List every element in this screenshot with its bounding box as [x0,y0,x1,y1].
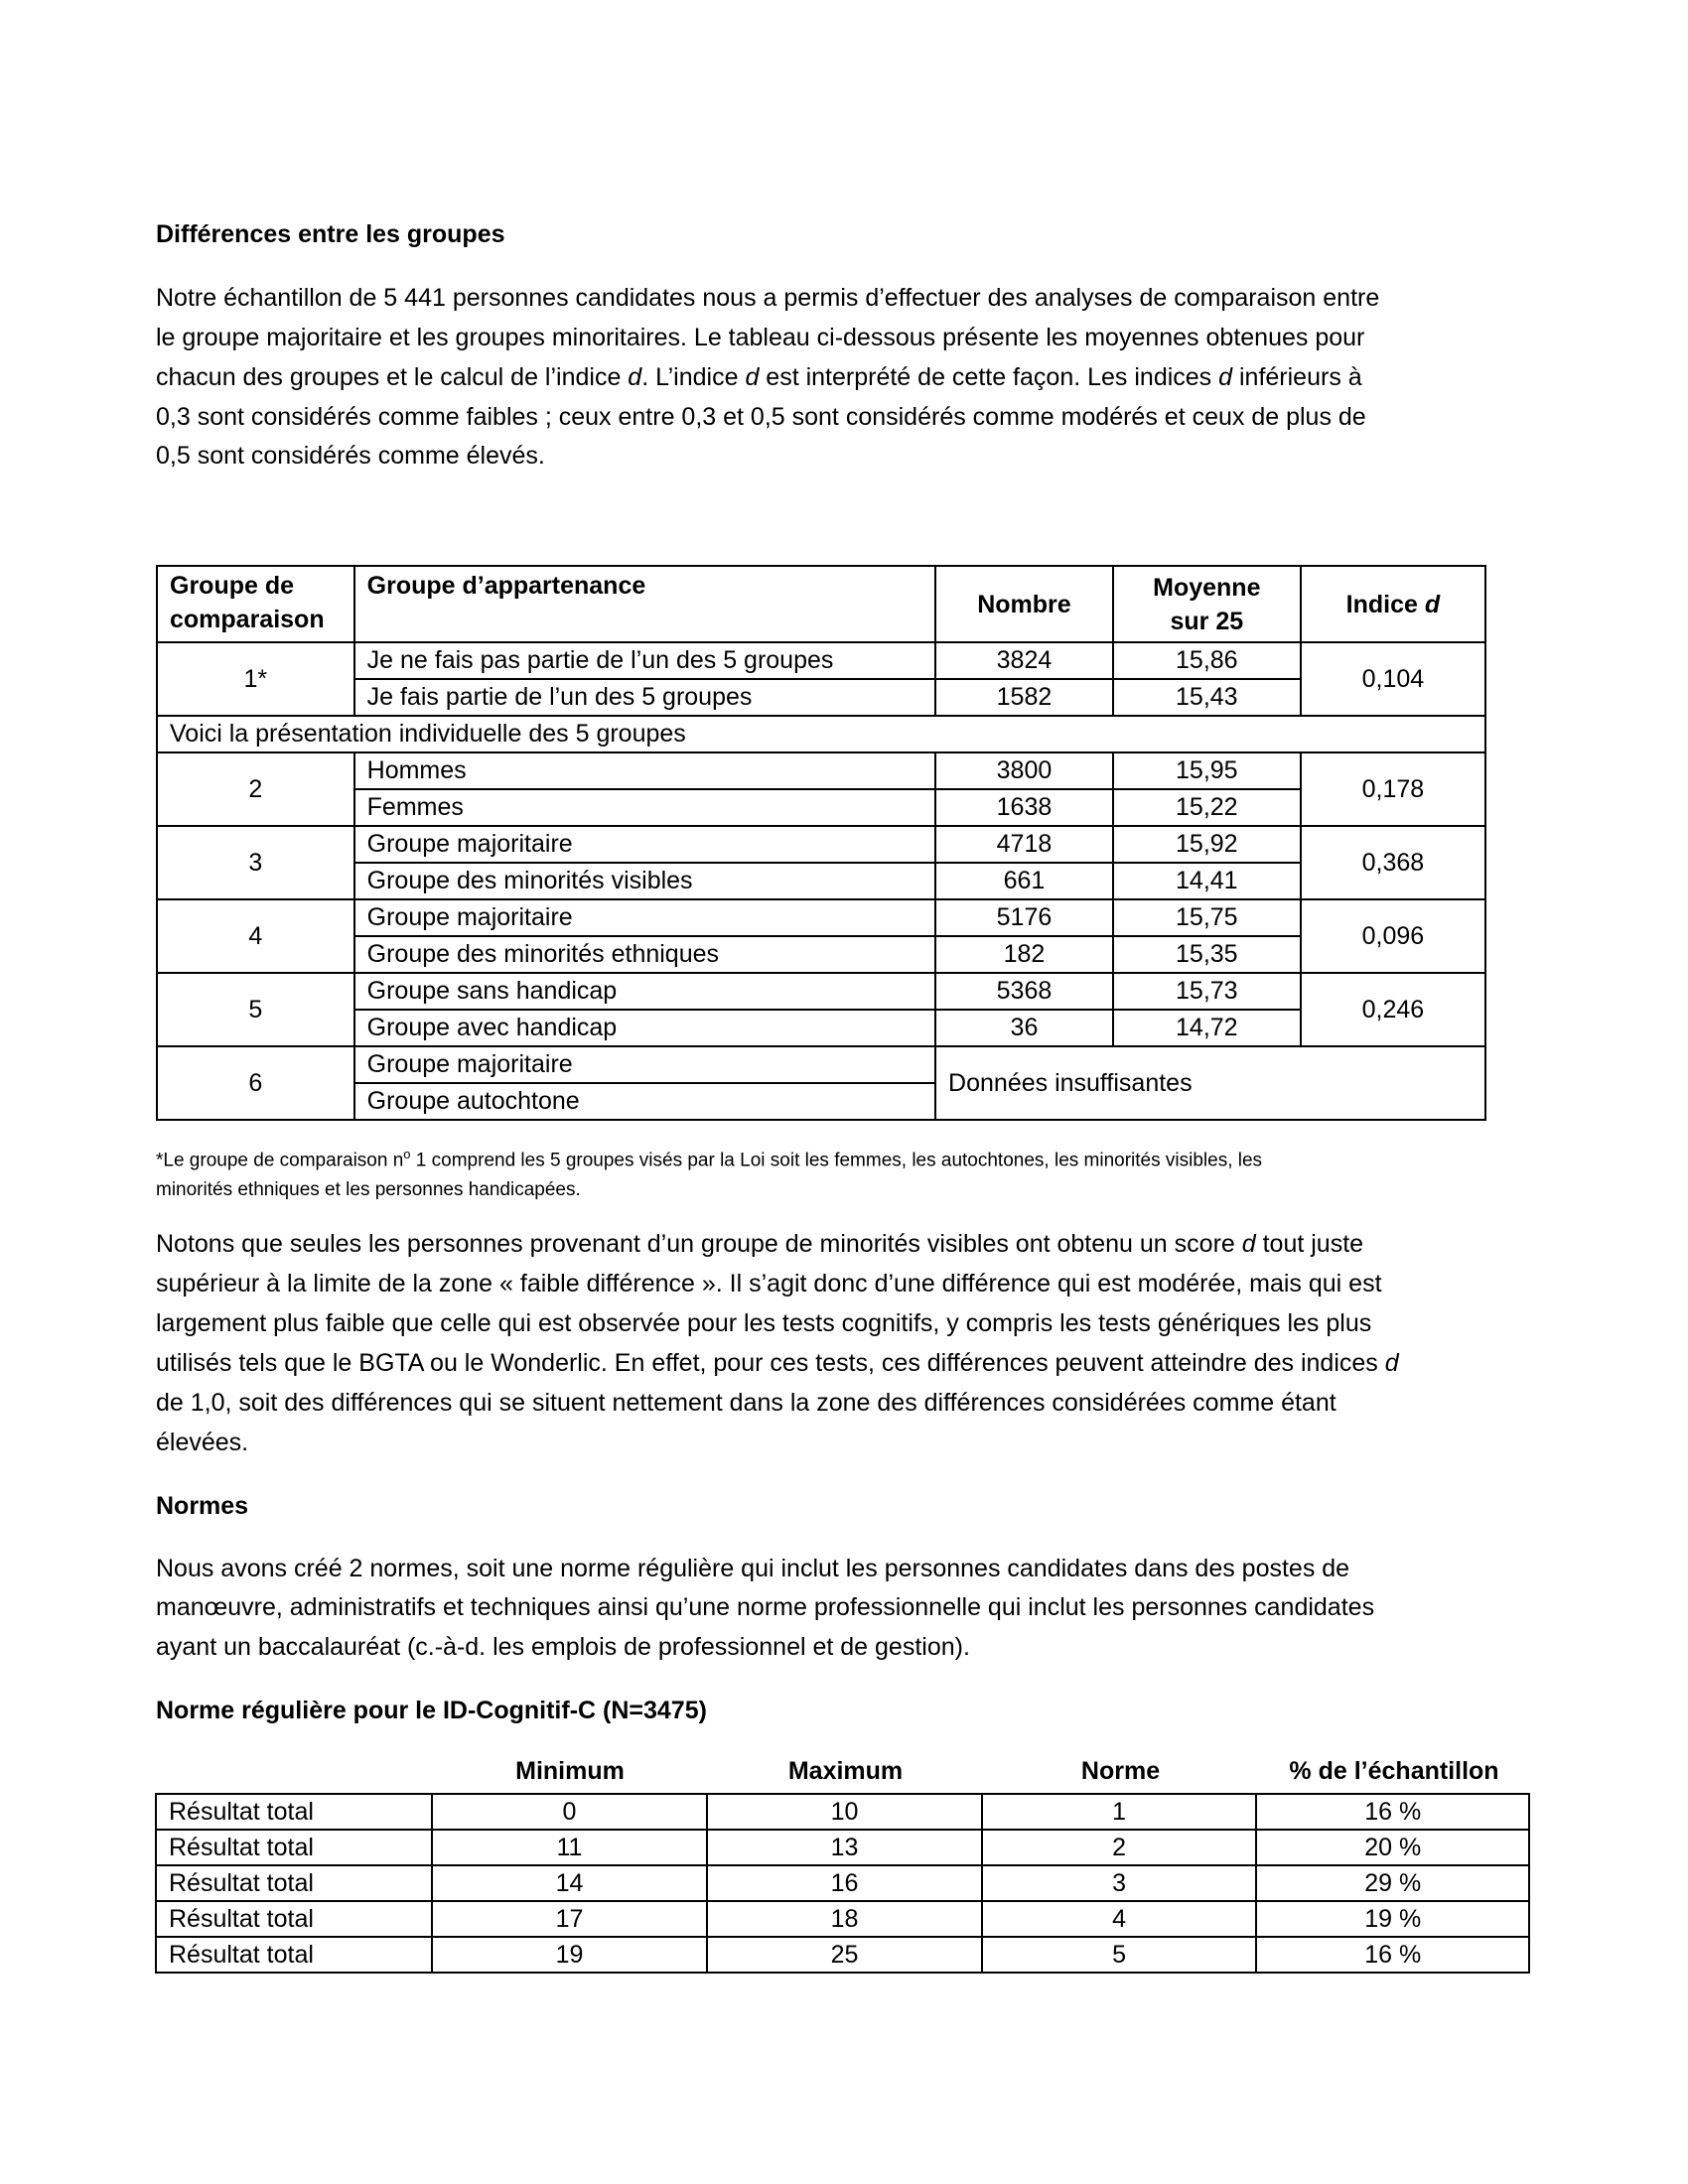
mean-value: 15,43 [1113,679,1301,716]
row-label: Résultat total [156,1937,432,1973]
intro-line: 0,3 sont considérés comme faibles ; ceux entre 0,3 et 0,5 sont considérés comme modérés et ceux de plus de [156,403,1366,431]
count-value: 36 [935,1010,1113,1046]
text-run: *Le groupe de comparaison n [156,1150,404,1171]
separator-text: Voici la présentation individuelle des 5 groupes [157,716,1485,752]
text-run: inférieurs à [1232,363,1362,391]
comparison-group-number: 5 [157,973,354,1046]
table-row [156,1830,1529,1865]
table-row [156,1901,1529,1937]
mean-value: 14,41 [1113,863,1301,899]
table-row [157,752,1485,789]
minimum-value: 0 [432,1794,708,1830]
header-text: comparaison [170,606,325,633]
table-row [157,1010,1485,1046]
maximum-value: 16 [707,1865,982,1901]
norm-value: 3 [982,1865,1257,1901]
count-value: 1638 [935,789,1113,826]
maximum-value: 18 [707,1901,982,1937]
membership-label: Je fais partie de l’un des 5 groupes [354,679,935,716]
mean-value: 14,72 [1113,1010,1301,1046]
table-body [157,642,1485,1120]
membership-label: Groupe autochtone [354,1083,935,1120]
table-row [157,899,1485,936]
header-membership-group: Groupe d’appartenance [354,566,935,642]
membership-label: Je ne fais pas partie de l’un des 5 groupes [354,642,935,679]
table-row [157,936,1485,973]
text-run: utilisés tels que le BGTA ou le Wonderlic. En effet, pour ces tests, ces différences peuvent atteindre des indices [156,1349,1385,1377]
membership-label: Groupe majoritaire [354,826,935,863]
norm-table [155,1793,1530,1974]
section-heading-normes: Normes [156,1492,249,1520]
count-value: 1582 [935,679,1113,716]
maximum-value: 10 [707,1794,982,1830]
count-value: 3824 [935,642,1113,679]
sample-percent-value: 16 % [1256,1794,1529,1830]
norm-value: 2 [982,1830,1257,1865]
paragraph-line: largement plus faible que celle qui est observée pour les tests cognitifs, y compris les tests génériques les plus [156,1309,1372,1337]
group-comparison-table [156,565,1486,1121]
comparison-group-number: 6 [157,1046,354,1120]
text-run: chacun des groupes et le calcul de l’indice [156,363,629,391]
row-label: Résultat total [156,1865,432,1901]
header-text: sur 25 [1170,607,1244,635]
comparison-group-number: 3 [157,826,354,899]
header-sample-percent: % de l’échantillon [1289,1757,1499,1785]
membership-label: Femmes [354,789,935,826]
table-row [157,826,1485,863]
norm-table-header [156,1757,1530,1791]
italic-d: d [1384,1349,1399,1377]
membership-label: Groupe des minorités ethniques [354,936,935,973]
membership-label: Groupe des minorités visibles [354,863,935,899]
italic-d: d [628,363,642,391]
comparison-group-number: 4 [157,899,354,973]
superscript: o [403,1147,411,1161]
separator-row [157,716,1485,752]
membership-label: Groupe sans handicap [354,973,935,1010]
table-row [157,1046,1485,1083]
table-row [157,789,1485,826]
table-row [157,863,1485,899]
intro-line: Notre échantillon de 5 441 personnes candidates nous a permis d’effectuer des analyses de comparaison entre [156,284,1380,312]
maximum-value: 13 [707,1830,982,1865]
header-minimum: Minimum [515,1757,625,1785]
header-mean [1113,566,1301,642]
d-index-value: 0,096 [1301,899,1485,973]
text-run: Notons que seules les personnes provenant d’un groupe de minorités visibles ont obtenu un score [156,1230,1242,1258]
mean-value: 15,95 [1113,752,1301,789]
header-d-index [1301,566,1485,642]
intro-line [156,363,1362,392]
paragraph-line: ayant un baccalauréat (c.-à-d. les emplois de professionnel et de gestion). [156,1633,970,1661]
header-text: Groupe de [170,572,295,600]
mean-value: 15,73 [1113,973,1301,1010]
d-index-value: 0,104 [1301,642,1485,716]
footnote-line [156,1140,1506,1175]
header-count: Nombre [935,566,1113,642]
italic-d: d [1424,590,1441,618]
row-label: Résultat total [156,1901,432,1937]
minimum-value: 19 [432,1937,708,1973]
comparison-group-number: 2 [157,752,354,826]
sample-percent-value: 19 % [1256,1901,1529,1937]
table-row [156,1937,1529,1973]
table-row [156,1865,1529,1901]
paragraph-line: supérieur à la limite de la zone « faible différence ». Il s’agit donc d’une différence qui est modérée, mais qui est [156,1270,1382,1297]
header-norm: Norme [1080,1757,1161,1785]
header-text: Indice [1345,590,1425,618]
mean-value: 15,92 [1113,826,1301,863]
count-value: 5176 [935,899,1113,936]
italic-d: d [745,363,760,391]
minimum-value: 17 [432,1901,708,1937]
table-footnote [156,1140,1506,1205]
header-comparison-group [157,566,354,642]
mean-value: 15,22 [1113,789,1301,826]
intro-line: 0,5 sont considérés comme élevés. [156,442,545,470]
italic-d: d [1241,1230,1256,1258]
table-row [157,973,1485,1010]
sample-percent-value: 20 % [1256,1830,1529,1865]
italic-d: d [1218,363,1233,391]
footnote-line: minorités ethniques et les personnes handicapées. [156,1179,581,1201]
count-value: 3800 [935,752,1113,789]
text-run: tout juste [1255,1230,1364,1258]
paragraph-line [156,1230,1363,1259]
mean-value: 15,75 [1113,899,1301,936]
norm-value: 5 [982,1937,1257,1973]
minimum-value: 14 [432,1865,708,1901]
header-text: Moyenne [1153,573,1261,602]
table-row [157,679,1485,716]
text-run: 1 comprend les 5 groupes visés par la Loi soit les femmes, les autochtones, les minorités visibles, les [410,1150,1263,1171]
paragraph-line: Nous avons créé 2 normes, soit une norme régulière qui inclut les personnes candidates dans des postes de [156,1555,1350,1582]
mean-value: 15,35 [1113,936,1301,973]
section-heading-differences: Différences entre les groupes [156,220,505,248]
membership-label: Hommes [354,752,935,789]
count-value: 5368 [935,973,1113,1010]
membership-label: Groupe avec handicap [354,1010,935,1046]
insufficient-data-note: Données insuffisantes [935,1046,1485,1120]
count-value: 661 [935,863,1113,899]
sample-percent-value: 29 % [1256,1865,1529,1901]
sample-percent-value: 16 % [1256,1937,1529,1973]
minimum-value: 11 [432,1830,708,1865]
paragraph-line [156,1349,1399,1378]
maximum-value: 25 [707,1937,982,1973]
count-value: 182 [935,936,1113,973]
membership-label: Groupe majoritaire [354,1046,935,1083]
norm-value: 1 [982,1794,1257,1830]
paragraph-line: élevées. [156,1429,249,1456]
table-row [156,1794,1529,1830]
row-label: Résultat total [156,1794,432,1830]
row-label: Résultat total [156,1830,432,1865]
d-index-value: 0,368 [1301,826,1485,899]
text-run: est interprété de cette façon. Les indices [759,363,1219,391]
paragraph-line: manœuvre, administratifs et techniques ainsi qu’une norme professionnelle qui inclut les personnes candidates [156,1593,1375,1621]
comparison-group-number: 1* [157,642,354,716]
table-header-row [157,566,1485,642]
count-value: 4718 [935,826,1113,863]
paragraph-line: de 1,0, soit des différences qui se situent nettement dans la zone des différences considérées comme étant [156,1389,1336,1417]
d-index-value: 0,178 [1301,752,1485,826]
norm-value: 4 [982,1901,1257,1937]
header-maximum: Maximum [787,1757,904,1785]
text-run: . L’indice [641,363,746,391]
mean-value: 15,86 [1113,642,1301,679]
norm-table-title: Norme régulière pour le ID-Cognitif-C (N=3475) [156,1697,707,1724]
d-index-value: 0,246 [1301,973,1485,1046]
intro-line: le groupe majoritaire et les groupes minoritaires. Le tableau ci-dessous présente les moyennes obtenues pour [156,324,1365,351]
table-body [156,1794,1529,1973]
membership-label: Groupe majoritaire [354,899,935,936]
table-row [157,642,1485,679]
